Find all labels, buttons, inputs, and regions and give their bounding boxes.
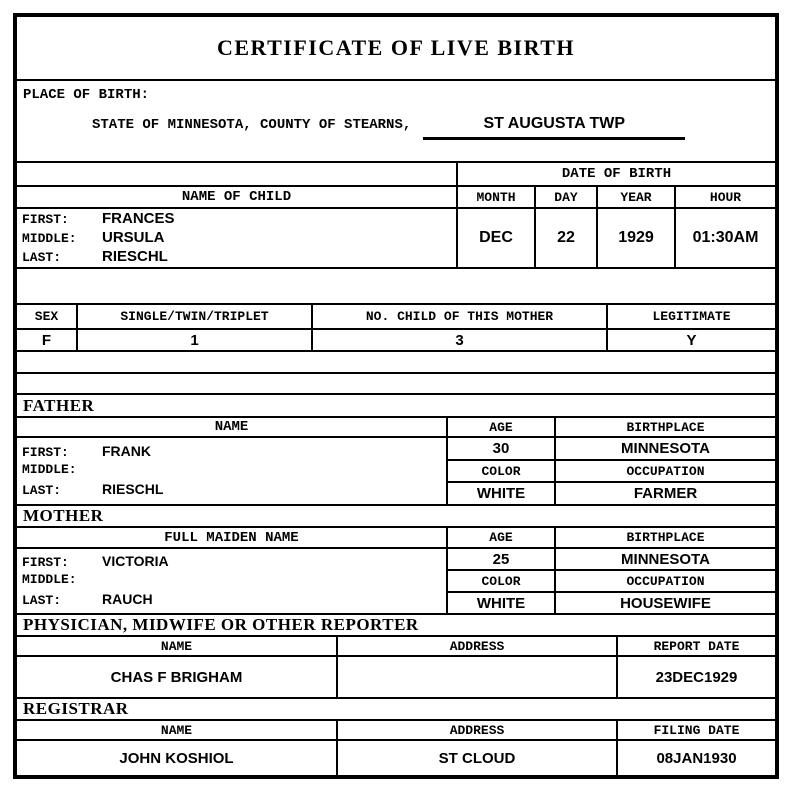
legitimate-value: Y: [606, 330, 775, 350]
month-header: MONTH: [456, 187, 534, 207]
father-birthplace-value: MINNESOTA: [554, 438, 775, 461]
middle-label: MIDDLE:: [22, 571, 77, 587]
birth-details-values: [17, 330, 775, 352]
father-color-value: WHITE: [446, 483, 554, 506]
child-number-header: NO. CHILD OF THIS MOTHER: [311, 305, 606, 328]
middle-label: MIDDLE:: [22, 230, 77, 246]
mother-color-header: COLOR: [446, 571, 554, 593]
place-of-birth-label: PLACE OF BIRTH:: [23, 87, 150, 103]
name-of-child-header: NAME OF CHILD: [181, 189, 292, 205]
first-label: FIRST:: [22, 211, 69, 227]
mother-occupation-value: HOUSEWIFE: [554, 593, 775, 615]
place-of-birth-prefix: STATE OF MINNESOTA, COUNTY OF STEARNS,: [92, 117, 412, 133]
birth-month-value: DEC: [456, 209, 534, 267]
page-title: CERTIFICATE OF LIVE BIRTH: [216, 35, 576, 60]
mother-name-header: FULL MAIDEN NAME: [17, 528, 446, 549]
birth-day-value: 22: [534, 209, 596, 267]
father-age-value: 30: [446, 438, 554, 461]
birth-year-value: 1929: [596, 209, 674, 267]
middle-label: MIDDLE:: [22, 461, 77, 477]
child-middle-name: URSULA: [102, 228, 165, 246]
father-age-header: AGE: [446, 418, 554, 438]
registrar-section: [17, 721, 775, 775]
empty-cell: [17, 163, 456, 185]
child-middle-line: [22, 229, 456, 248]
legitimate-header: LEGITIMATE: [606, 305, 775, 328]
child-first-line: [22, 210, 456, 229]
reporter-address-value: [336, 657, 616, 699]
father-occupation-header: OCCUPATION: [554, 461, 775, 483]
last-label: LAST:: [22, 482, 62, 498]
first-label: FIRST:: [22, 444, 69, 460]
reporter-name-header: NAME: [17, 637, 336, 657]
mother-middle-line: [22, 572, 446, 591]
mother-occupation-header: OCCUPATION: [554, 571, 775, 593]
father-section: [17, 418, 775, 506]
reporter-section-label: PHYSICIAN, MIDWIFE OR OTHER REPORTER: [17, 615, 775, 637]
mother-age-header: AGE: [446, 528, 554, 549]
registrar-date-value: 08JAN1930: [616, 741, 775, 775]
father-first-name: FRANK: [102, 442, 151, 459]
day-header: DAY: [534, 187, 596, 207]
mother-section-label: MOTHER: [17, 506, 775, 528]
registrar-date-header: FILING DATE: [616, 721, 775, 741]
mother-birthplace-value: MINNESOTA: [554, 549, 775, 571]
place-of-birth-value: ST AUGUSTA TWP: [423, 115, 685, 140]
registrar-address-value: ST CLOUD: [336, 741, 616, 775]
father-first-line: [22, 443, 446, 462]
registrar-name-header: NAME: [17, 721, 336, 741]
reporter-date-header: REPORT DATE: [616, 637, 775, 657]
place-of-birth-line: [23, 115, 769, 140]
hour-header: HOUR: [674, 187, 775, 207]
registrar-address-header: ADDRESS: [336, 721, 616, 741]
mother-first-name: VICTORIA: [102, 552, 169, 569]
reporter-name-value: CHAS F BRIGHAM: [17, 657, 336, 699]
child-name-cell: [17, 209, 456, 267]
birth-details-headers: [17, 305, 775, 330]
title-row: [17, 17, 775, 81]
date-of-birth-header-row: [17, 163, 775, 187]
mother-first-line: [22, 553, 446, 572]
mother-last-line: [22, 591, 446, 610]
mother-color-value: WHITE: [446, 593, 554, 615]
child-last-line: [22, 248, 456, 267]
birth-hour-value: 01:30AM: [674, 209, 775, 267]
father-last-name: RIESCHL: [102, 480, 164, 497]
father-color-header: COLOR: [446, 461, 554, 483]
reporter-address-header: ADDRESS: [336, 637, 616, 657]
plurality-header: SINGLE/TWIN/TRIPLET: [76, 305, 311, 328]
child-last-name: RIESCHL: [102, 247, 168, 265]
mother-name-cell: [17, 549, 446, 615]
child-column-headers: [17, 187, 775, 209]
mother-last-name: RAUCH: [102, 590, 153, 607]
reporter-date-value: 23DEC1929: [616, 657, 775, 699]
first-label: FIRST:: [22, 554, 69, 570]
mother-age-value: 25: [446, 549, 554, 571]
mother-section: [17, 528, 775, 615]
sex-header: SEX: [34, 309, 59, 324]
father-last-line: [22, 481, 446, 500]
reporter-section: [17, 637, 775, 699]
father-occupation-value: FARMER: [554, 483, 775, 506]
child-row: [17, 209, 775, 269]
father-name-cell: [17, 438, 446, 506]
registrar-name-value: JOHN KOSHIOL: [119, 749, 234, 767]
sex-value: F: [41, 331, 52, 349]
date-of-birth-header: DATE OF BIRTH: [456, 163, 775, 185]
father-name-header: NAME: [17, 418, 446, 438]
year-header: YEAR: [596, 187, 674, 207]
blank-strip: [17, 352, 775, 374]
child-first-name: FRANCES: [102, 209, 175, 227]
plurality-value: 1: [76, 330, 311, 350]
blank-strip: [17, 374, 775, 395]
certificate-form: [13, 13, 779, 779]
blank-strip: [17, 269, 775, 305]
father-section-label: FATHER: [17, 395, 775, 418]
last-label: LAST:: [22, 592, 62, 608]
place-of-birth-section: [17, 81, 775, 163]
father-birthplace-header: BIRTHPLACE: [554, 418, 775, 438]
child-number-value: 3: [311, 330, 606, 350]
registrar-section-label: REGISTRAR: [17, 699, 775, 721]
father-middle-line: [22, 462, 446, 481]
mother-birthplace-header: BIRTHPLACE: [554, 528, 775, 549]
last-label: LAST:: [22, 249, 62, 265]
